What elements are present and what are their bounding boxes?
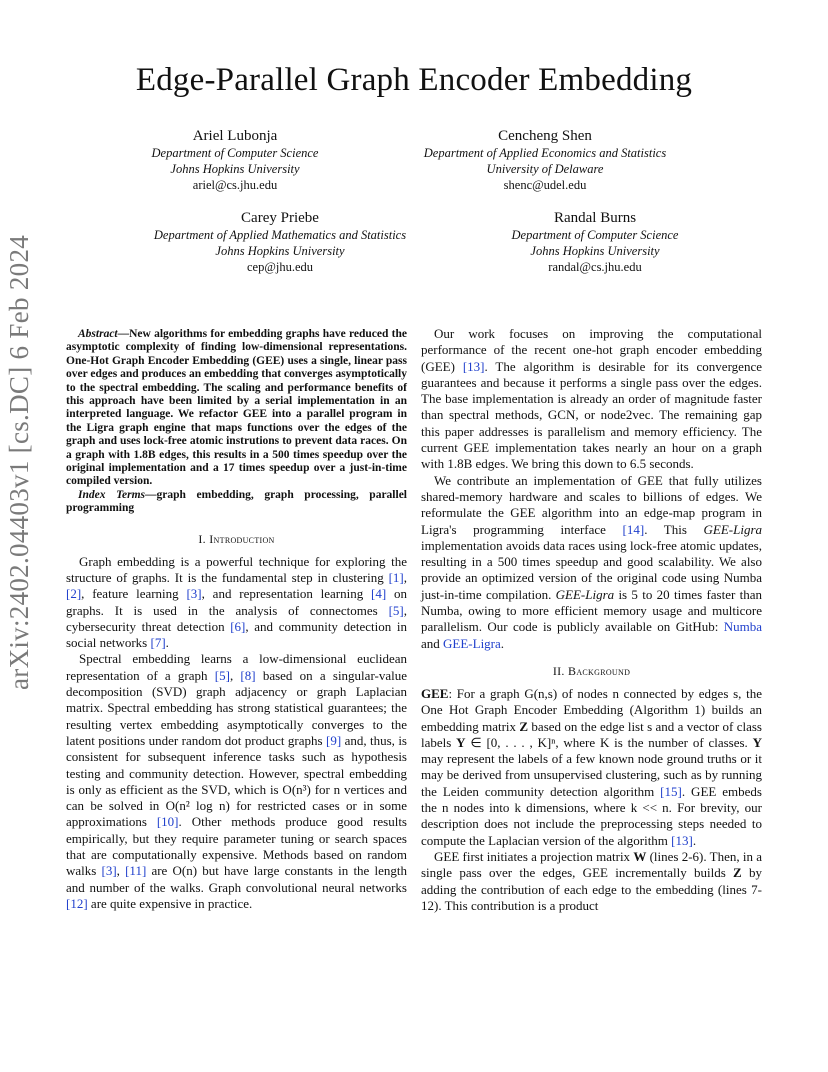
- paragraph: Spectral embedding learns a low-dimensional euclidean representation of a graph [5], [8] based on a singular-value decomposition (SVD) graph adjacency or graph Laplacian matrix. Spectral embedding has strong statistical guarantees; the resulting vertex embedding asymptotically converges to the latent positions under random dot product graphs [9] and, thus, is consistent for subsequent inference tasks such as hypothesis testing and community detection. However, spectral embedding is only as efficient as the SVD, which is O(n³) for n vertices and can be solved in O(n² log n) for restricted cases or in some approximations [10]. Other methods produce good results empirically, but they require parameter tuning or search spaces that are computationally expensive. Methods based on random walks [3], [11] are O(n) but have large constants in the length and number of the walks. Graph convolutional neural networks [12] are quite expensive in practice.: [66, 651, 407, 911]
- abstract: [66, 328, 407, 489]
- citation-link[interactable]: [12]: [66, 895, 88, 911]
- author-block-2: [400, 127, 690, 193]
- paragraph: GEE first initiates a projection matrix W (lines 2-6). Then, in a single pass over the edges, GEE incrementally builds Z by adding the contribution of each edge to the embedding (lines 7-12). This contribution is a product: [421, 848, 762, 913]
- author-email: randal@cs.jhu.edu: [548, 260, 642, 274]
- citation-link[interactable]: [2]: [66, 586, 82, 602]
- author-name: Randal Burns: [553, 210, 637, 226]
- citation-link[interactable]: [13]: [462, 358, 485, 374]
- abstract-text: —New algorithms for embedding graphs have reduced the asymptotic complexity of finding low-dimensional representations. One-Hot Graph Encoder Embedding (GEE) uses a single, linear pass over edges and produces an embedding that converges asymptotically to the spectral embedding. The scaling and performance benefits of this approach have been limited by a serial implementation in an interpreted language. We refactor GEE into a parallel program in the Ligra graph engine that maps functions over the edges of the graph and uses lock-free atomic instrutions to prevent data races. On a graph with 1.8B edges, this results in a 500 times speedup over the original implementation and a 17 times speedup over a just-in-time compiled version.: [66, 328, 407, 488]
- citation-link[interactable]: [5]: [214, 667, 230, 683]
- author-email: ariel@cs.jhu.edu: [192, 178, 278, 192]
- author-name: Carey Priebe: [241, 210, 319, 226]
- index-terms-text: —graph embedding, graph processing, parallel programming: [66, 488, 407, 515]
- paper-title: Edge-Parallel Graph Encoder Embedding: [135, 62, 693, 98]
- citation-link[interactable]: [1]: [388, 569, 404, 585]
- right-column: [421, 326, 762, 914]
- author-univ: Johns Hopkins University: [170, 162, 300, 176]
- section-heading-background: II. Background: [552, 663, 631, 678]
- citation-link[interactable]: [15]: [660, 783, 682, 799]
- author-dept: Department of Applied Economics and Statistics: [423, 146, 667, 160]
- paragraph: Our work focuses on improving the computational performance of the recent one-hot graph encoder embedding (GEE) [13]. The algorithm is desirable for its convergence guarantees and because it performs a single pass over the edges. The base implementation is already an order of magnitude faster than spectral methods, GCN, or node2vec. The remaining gap this paper addresses is parallelism and memory efficiency. The current GEE implementation takes nearly an hour on a graph with 1.8B edges. We bring this down to 6.5 seconds.: [421, 326, 762, 472]
- author-name: Ariel Lubonja: [192, 128, 278, 144]
- author-univ: Johns Hopkins University: [530, 244, 660, 258]
- citation-link[interactable]: [13]: [671, 832, 693, 848]
- paragraph: Graph embedding is a powerful technique for exploring the structure of graphs. It is the fundamental step in clustering [1], [2], feature learning [3], and representation learning [4] on graphs. It is used in the analysis of connectomes [5], cybersecurity threat detection [6], and community detection in social networks [7].: [66, 553, 408, 651]
- author-dept: Department of Computer Science: [511, 228, 679, 242]
- arxiv-identifier: arXiv:2402.04403v1 [cs.DC] 6 Feb 2024: [4, 234, 34, 690]
- gee-ligra-link[interactable]: GEE-Ligra: [443, 635, 501, 651]
- author-name: Cencheng Shen: [498, 128, 592, 144]
- paragraph: GEE: For a graph G(n,s) of nodes n connected by edges s, the One Hot Graph Encoder Embedding (Algorithm 1) builds an embedding matrix Z based on the edge list s and a vector of class labels Y ∈ [0, . . . , K]ⁿ, where K is the number of classes. Y may represent the labels of a few known node ground truths or it may be derived from unsupervised clustering, such as by running the Leiden community detection algorithm [15]. GEE embeds the n nodes into k dimensions, where k << n. For brevity, our description does not include the preprocessing steps needed to compute the Laplacian version of the algorithm [13].: [421, 685, 762, 848]
- citation-link[interactable]: [9]: [325, 732, 342, 748]
- left-column: [66, 328, 407, 912]
- citation-link[interactable]: [3]: [186, 586, 202, 602]
- author-email: shenc@udel.edu: [503, 178, 587, 192]
- citation-link[interactable]: [10]: [156, 814, 179, 830]
- index-terms: [66, 489, 407, 516]
- citation-link[interactable]: [4]: [371, 586, 387, 602]
- author-univ: Johns Hopkins University: [215, 244, 345, 258]
- author-univ: University of Delaware: [486, 162, 604, 176]
- citation-link[interactable]: [3]: [101, 863, 117, 879]
- abstract-lead: Abstract: [78, 328, 118, 340]
- index-terms-lead: Index Terms: [78, 488, 146, 501]
- citation-link[interactable]: [14]: [622, 521, 645, 537]
- author-dept: Department of Computer Science: [151, 146, 319, 160]
- author-block-1: [110, 127, 360, 193]
- author-block-4: [480, 209, 710, 275]
- author-email: cep@jhu.edu: [246, 260, 313, 274]
- citation-link[interactable]: [6]: [230, 618, 246, 634]
- numba-link[interactable]: Numba: [723, 619, 762, 635]
- section-heading-introduction: I. Introduction: [198, 531, 275, 546]
- author-dept: Department of Applied Mathematics and Statistics: [153, 228, 407, 242]
- author-block-3: [130, 209, 430, 275]
- citation-link[interactable]: [11]: [125, 863, 147, 879]
- citation-link[interactable]: [5]: [388, 602, 404, 618]
- citation-link[interactable]: [8]: [240, 667, 256, 683]
- paragraph: We contribute an implementation of GEE that fully utilizes shared-memory hardware and scales to billions of edges. We reformulate the GEE algorithm into an edge-map program in Ligra's programming interface [14]. This GEE-Ligra implementation avoids data races using lock-free atomic updates, resulting in a 500 times speedup and good scalability. We also provide an optimized version of the original code using Numba just-in-time compilation. GEE-Ligra is 5 to 20 times faster than Numba, owing to more efficient memory usage and multicore parallelism. Our code is publicly available on GitHub: Numba and GEE-Ligra.: [421, 472, 763, 651]
- citation-link[interactable]: [7]: [150, 635, 166, 651]
